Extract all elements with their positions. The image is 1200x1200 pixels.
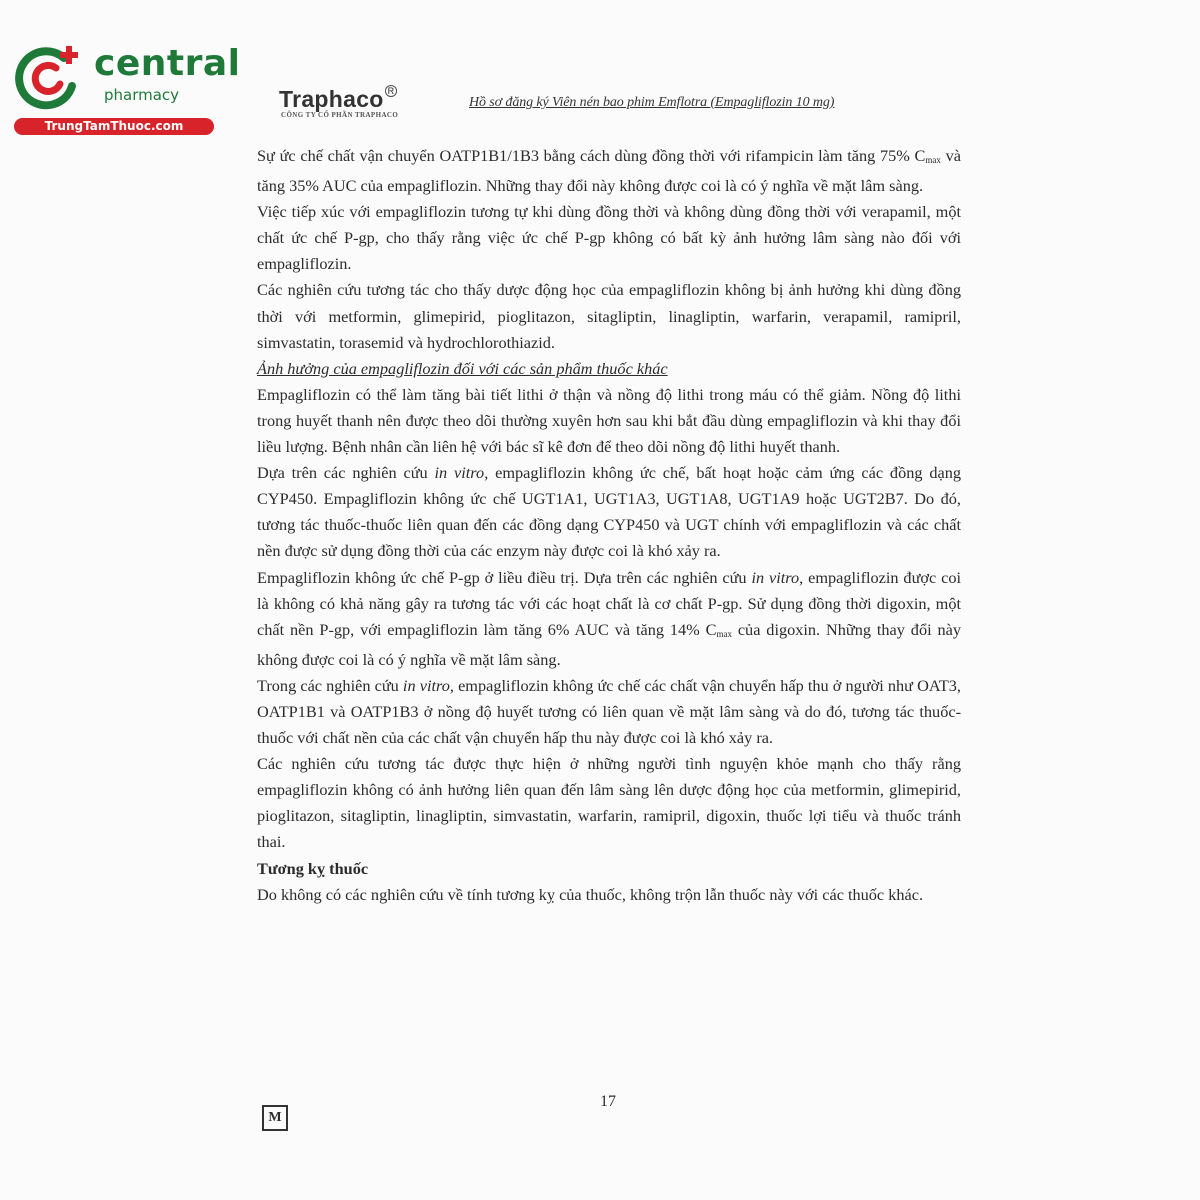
brand-url-badge: TrungTamThuoc.com [14, 118, 214, 135]
document-header-title: Hồ sơ đăng ký Viên nén bao phim Emflotra (Empagliflozin 10 mg) [469, 95, 835, 110]
footer-mark: M [262, 1105, 288, 1131]
paragraph: Empagliflozin có thể làm tăng bài tiết lithi ở thận và nồng độ lithi trong máu có thể giảm. Nồng độ lithi trong huyết thanh nên được theo dõi thường xuyên hơn sau khi bắt đầu dùng empagliflozin và khi thay đổi liều lượng. Bệnh nhân cần liên hệ với bác sĩ kê đơn để theo dõi nồng độ lithi huyết thanh. [257, 384, 961, 457]
paragraph: Trong các nghiên cứu in vitro, empagliflozin không ức chế các chất vận chuyển hấp thu ở người như OAT3, OATP1B1 và OATP1B3 ở nồng độ huyết tương có liên quan về mặt lâm sàng và do đó, tương tác thuốc-thuốc với chất nền của các chất vận chuyển hấp thu này được coi là khó xảy ra. [257, 675, 961, 748]
traphaco-logo-name: Traphaco [279, 86, 384, 112]
paragraph: Việc tiếp xúc với empagliflozin tương tự khi dùng đồng thời và không dùng đồng thời với verapamil, một chất ức chế P-gp, cho thấy rằng việc ức chế P-gp không có bất kỳ ảnh hưởng lâm sàng nào đối với empagliflozin. [257, 202, 961, 274]
brand-name: central [94, 43, 241, 84]
paragraph: Dựa trên các nghiên cứu in vitro, empagliflozin không ức chế, bất hoạt hoặc cảm ứng các đồng dạng CYP450. Empagliflozin không ức chế UGT1A1, UGT1A3, UGT1A8, UGT1A9 hoặc UGT2B7. Do đó, tương tác thuốc-thuốc liên quan đến các đồng dạng CYP450 và UGT chính với empagliflozin và các chất nền được sử dụng đồng thời của các enzym này được coi là khó xảy ra. [257, 463, 961, 561]
paragraph: Empagliflozin không ức chế P-gp ở liều điều trị. Dựa trên các nghiên cứu in vitro, empagliflozin được coi là không có khả năng gây ra tương tác với các hoạt chất là cơ chất P-gp. Sử dụng đồng thời digoxin, một chất nền P-gp, với empagliflozin làm tăng 6% AUC và tăng 14% $C_{max}$ của digoxin. Những thay đổi này không được coi là có ý nghĩa về mặt lâm sàng. [257, 567, 962, 669]
company-name: CÔNG TY CỔ PHẦN TRAPHACO [281, 111, 399, 119]
section-heading: Tương kỵ thuốc [257, 858, 369, 878]
paragraph: Các nghiên cứu tương tác được thực hiện ở những người tình nguyện khỏe mạnh cho thấy rằng empagliflozin không có ảnh hưởng liên quan đến lâm sàng lên dược động học của metformin, glimepirid, pioglitazon, sitagliptin, linagliptin, simvastatin, warfarin, ramipril, digoxin, thuốc lợi tiểu và thuốc tránh thai. [257, 754, 961, 852]
traphaco-logo [279, 86, 398, 119]
central-pharmacy-watermark [8, 36, 241, 136]
section-subheading: Ảnh hưởng của empagliflozin đối với các sản phẩm thuốc khác [257, 358, 668, 378]
pharmacy-cross-logo-icon [12, 40, 86, 114]
paragraph: Sự ức chế chất vận chuyển OATP1B1/1B3 bằng cách dùng đồng thời với rifampicin làm tăng 75% $C_{max}$ và tăng 35% AUC của empagliflozin. Những thay đổi này không được coi là có ý nghĩa về mặt lâm sàng. [257, 146, 962, 196]
brand-subtitle: pharmacy [104, 86, 180, 104]
paragraph: Do không có các nghiên cứu về tính tương kỵ của thuốc, không trộn lẫn thuốc này với các thuốc khác. [257, 884, 924, 904]
registered-mark-icon: R [385, 85, 398, 97]
paragraph: Các nghiên cứu tương tác cho thấy dược động học của empagliflozin không bị ảnh hưởng khi dùng đồng thời với metformin, glimepirid, pioglitazon, sitagliptin, linagliptin, warfarin, verapamil, ramipril, simvastatin, torasemid và hydrochlorothiazid. [257, 280, 961, 352]
document-body [257, 143, 961, 908]
page-number: 17 [600, 1093, 616, 1110]
